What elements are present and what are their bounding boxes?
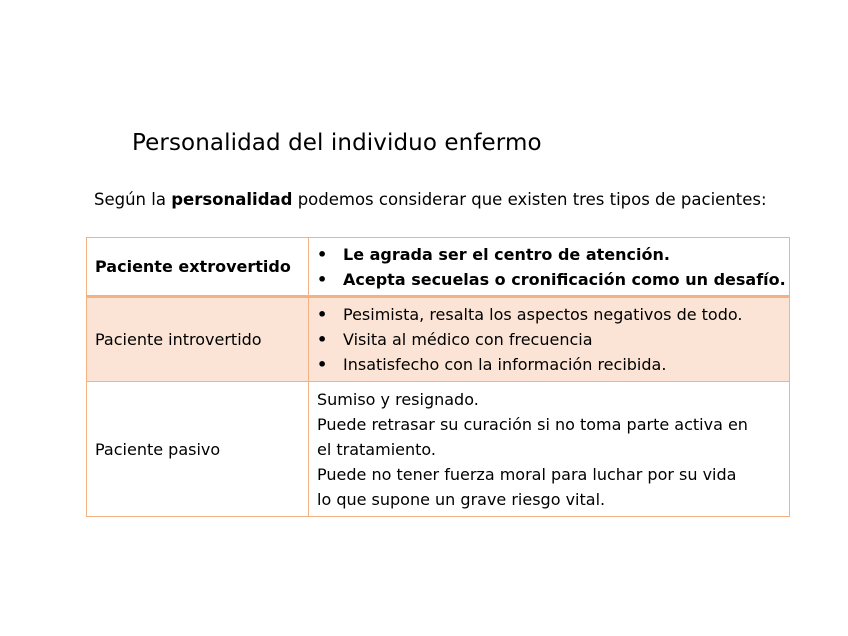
list-item (317, 242, 783, 267)
row-label: Paciente introvertido (87, 297, 309, 382)
row-description (309, 297, 790, 382)
list-item (317, 267, 786, 292)
table-row-introvertido (87, 297, 790, 382)
description-line: lo que supone un grave riesgo vital. (317, 489, 606, 509)
bullet-icon: • (317, 355, 328, 374)
patient-types-table (86, 237, 790, 517)
bullet-icon: • (317, 330, 328, 349)
list-item (317, 352, 783, 377)
description-lines (317, 387, 783, 512)
bullet-icon: • (317, 269, 328, 289)
list-item (317, 327, 783, 352)
row-label: Paciente extrovertido (87, 238, 309, 297)
list-item-text: Acepta secuelas o cronificación como un desafío. (343, 269, 786, 289)
list-item-text: Insatisfecho con la información recibida. (343, 355, 667, 374)
description-line: el tratamiento. (317, 439, 436, 459)
list-item-text: Le agrada ser el centro de atención. (343, 244, 670, 264)
bullet-list (317, 302, 783, 377)
row-label: Paciente pasivo (87, 382, 309, 517)
description-line: Puede retrasar su curación si no toma parte activa en (317, 414, 748, 434)
slide-title: Personalidad del individuo enfermo (132, 130, 542, 156)
list-item (317, 302, 783, 327)
bullet-list (317, 242, 786, 292)
list-item-text: Visita al médico con frecuencia (343, 330, 593, 349)
description-line: Sumiso y resignado. (317, 389, 479, 409)
table-row-extrovertido (87, 238, 790, 297)
description-line: Puede no tener fuerza moral para luchar por su vida (317, 464, 737, 484)
intro-text-after: podemos considerar que existen tres tipos de pacientes: (292, 190, 767, 209)
bullet-icon: • (317, 244, 328, 264)
table-row-pasivo (87, 382, 790, 517)
intro-paragraph (94, 190, 767, 209)
list-item-text: Pesimista, resalta los aspectos negativos de todo. (343, 305, 743, 324)
bullet-icon: • (317, 305, 328, 324)
row-description (309, 238, 790, 297)
intro-text-bold: personalidad (171, 190, 293, 209)
row-description (309, 382, 790, 517)
intro-text-before: Según la (94, 190, 172, 209)
